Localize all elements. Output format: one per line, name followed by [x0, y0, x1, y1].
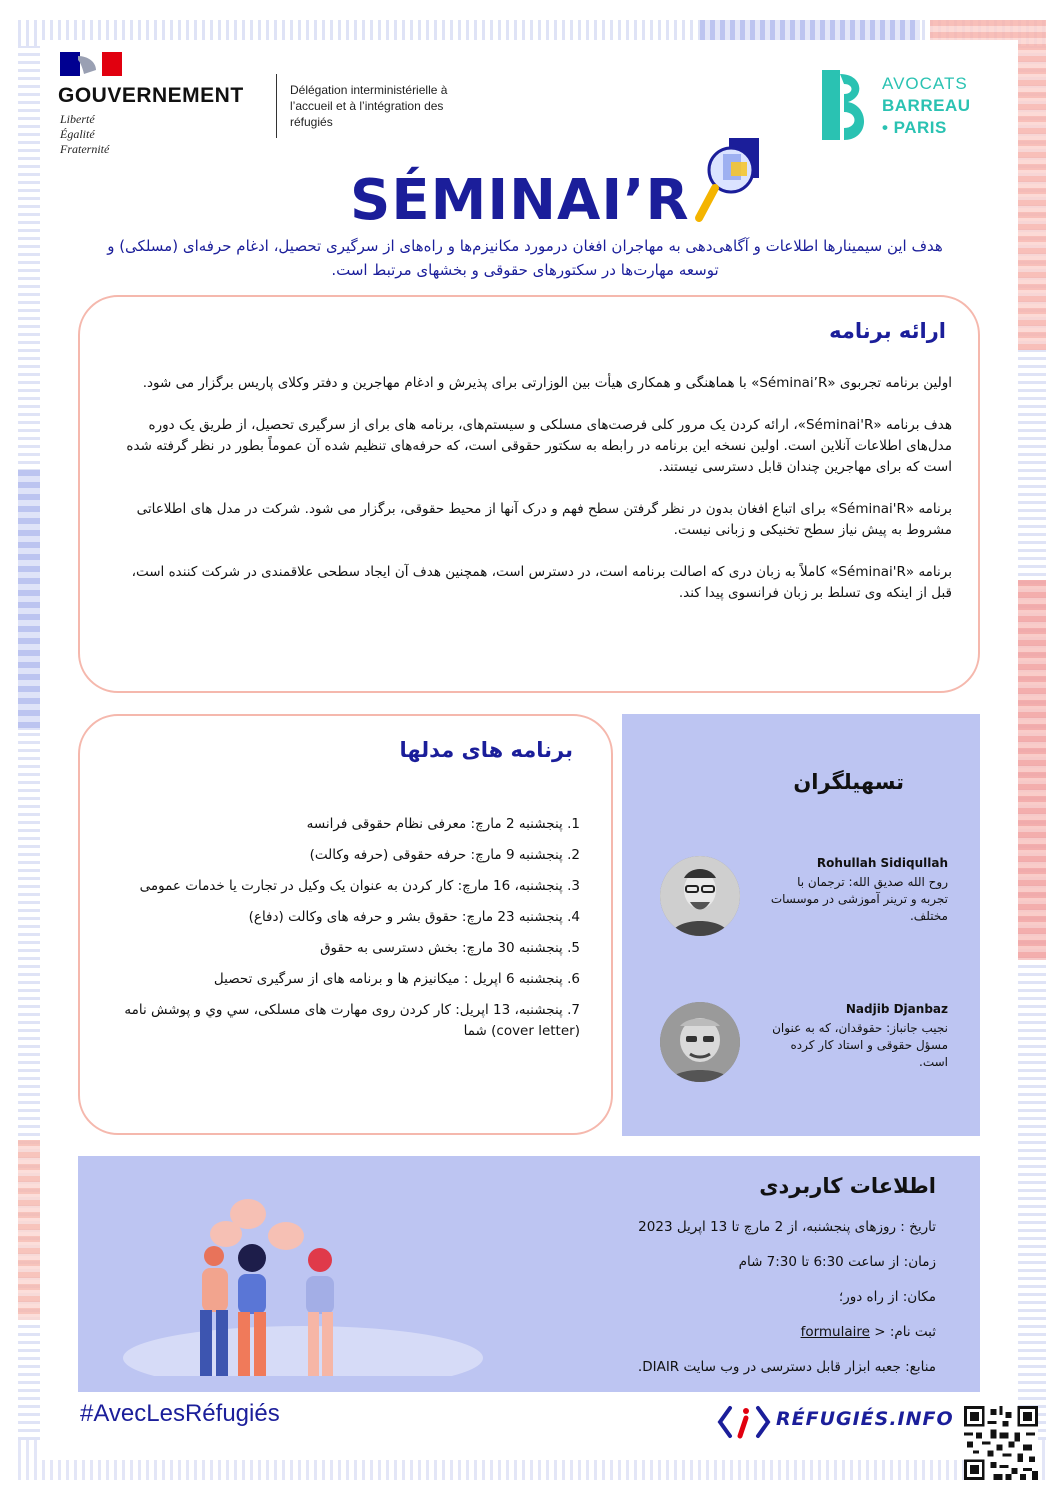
info-date: تاریخ : روزهای پنجشنبه، از 2 مارچ تا 13 اپریل 2023 — [638, 1219, 936, 1235]
people-talking-icon — [108, 1186, 518, 1376]
marianne-flag-icon — [60, 52, 122, 76]
modules-title: برنامه های مدلها — [399, 738, 573, 762]
list-item: 4. پنجشنبه 23 مارچ: حقوق بشر و حرفه های وکالت (دفاع) — [248, 909, 580, 925]
portrait-icon — [660, 856, 740, 936]
info-title: اطلاعات کاربردی — [759, 1174, 936, 1198]
program-body — [122, 373, 952, 625]
modules-list — [102, 814, 580, 1052]
partner-line-2: BARREAU — [882, 96, 971, 115]
government-logo — [58, 52, 498, 162]
portrait-icon — [660, 1002, 740, 1082]
program-paragraph: هدف برنامه «Séminai'R»، ارائه کردن یک مرور کلی فرصت‌های مسلکی و سیستم‌های، برنامه های برای از سرگیری تحصیل، از طریق یک دوره مدل‌های اطلاعات آنلاین است. اولین نسخه این برنامه در رابطه به سکتور حقوقی است، که حرفه‌های تنظیم شده آن عموماً بطور در نظر گرفته شده است که برای مهاجرین چندان قابل دسترسی نیستند. — [126, 417, 952, 475]
info-resources: منابع: جعبه ابزار قابل دسترسی در وب سایت DIAIR. — [637, 1359, 936, 1375]
barreau-b-icon — [818, 66, 876, 146]
gov-name: GOUVERNEMENT — [58, 84, 244, 107]
program-title: ارائه برنامه — [829, 319, 946, 343]
list-item: 1. پنجشنبه 2 مارچ: معرفی نظام حقوقی فرانسه — [306, 816, 580, 832]
info-register — [516, 1321, 936, 1356]
list-item: 2. پنجشنبه 9 مارچ: حرفه حقوقی (حرفه وکالت) — [309, 847, 580, 863]
barreau-paris-logo — [818, 66, 998, 150]
refugies-info-brand: RÉFUGIÉS.INFO — [776, 1408, 954, 1430]
gov-separator — [276, 74, 277, 138]
refugies-info-logo[interactable] — [716, 1402, 954, 1442]
refugies-info-icon — [716, 1404, 772, 1440]
facilitator-desc: نجیب جانباز: حقوقدان، که به عنوان مسؤل حقوقی و استاد کار کرده است. — [772, 1021, 948, 1069]
list-item: 7. پنجشنبه، 13 اپریل: کار کردن روی مهارت های مسلکی، سي وي و پوشش نامه (cover letter) شما — [124, 1002, 580, 1039]
info-place: مکان: از راه دور؛ — [838, 1289, 936, 1305]
partner-line-1: AVOCATS — [882, 74, 968, 93]
register-link[interactable]: formulaire — [800, 1324, 870, 1340]
page-title: SÉMINAI’R — [350, 168, 690, 233]
list-item: 6. پنجشنبه 6 اپریل : میکانیزم ها و برنامه های از سرگیری تحصیل — [213, 971, 580, 987]
program-paragraph: برنامه «Séminai'R» کاملاً به زبان دری که اصالت برنامه است، در دسترس است، همچنین هدف آن ایجاد سطحی علاقمندی در شرکت کننده است، قبل از اینکه وی تسلط بر زبان فرانسوی پیدا کند. — [131, 564, 952, 601]
program-paragraph: اولین برنامه تجربوی «Séminai’R» با هماهنگی و همکاری هیأت بین الوزارتی برای پذیرش و ادغام مهاجرین و دفتر وکلای پاریس برگزار می شود. — [142, 375, 952, 391]
delegation-name: Délégation interministérielle à l’accueil et à l’intégration des réfugiés — [290, 83, 448, 129]
facilitator-card — [658, 856, 948, 946]
magnifier-icon — [693, 138, 765, 228]
gov-motto: Liberté Égalité Fraternité — [60, 112, 110, 156]
program-box — [78, 295, 980, 693]
facilitator-name: Nadjib Djanbaz — [845, 1002, 948, 1016]
facilitator-desc: روح الله صدیق الله: ترجمان با تجربه و ترینر آموزشی در موسسات مختلف. — [770, 875, 948, 923]
facilitator-name: Rohullah Sidiqullah — [816, 856, 948, 870]
avatar — [660, 856, 740, 936]
facilitators-panel — [622, 714, 980, 1136]
info-time: زمان: از ساعت 6:30 تا 7:30 شام — [738, 1254, 936, 1270]
avatar — [660, 1002, 740, 1082]
list-item: 5. پنجشنبه 30 مارچ: بخش دسترسی به حقوق — [320, 940, 580, 956]
facilitator-card — [658, 1002, 948, 1092]
hashtag: #AvecLesRéfugiés — [80, 1400, 280, 1427]
list-item: 3. پنجشنبه، 16 مارچ: کار کردن به عنوان یک وکیل در تجارت یا خدمات عمومی — [139, 878, 580, 894]
intro-text: هدف این سیمینارها اطلاعات و آگاهی‌دهی به مهاجران افغان درمورد مکانیزم‌ها و راه‌های از سرگیری تحصیل، ادغام حرفه‌ای (مسلکی) و توسعه مهارت‌ها در سکتورهای حقوقی و بخشهای مرتبط است. — [107, 237, 943, 279]
practical-info-panel — [78, 1156, 980, 1392]
qr-code-icon[interactable] — [964, 1406, 1038, 1480]
program-paragraph: برنامه «Séminai'R» برای اتباع افغان بدون در نظر گرفتن سطح فهم و درک آنها از محیط حقوقی، برگزار می شود. شرکت در مدل های اطلاعاتی مشروط به پیش نیاز سطح تخنیکی و زبانی نیست. — [136, 501, 952, 538]
register-label: ثبت نام: < — [874, 1324, 936, 1340]
modules-box — [78, 714, 613, 1135]
facilitators-title: تسهیلگران — [793, 770, 904, 794]
partner-line-3: • PARIS — [882, 118, 947, 137]
info-lines — [516, 1216, 936, 1391]
